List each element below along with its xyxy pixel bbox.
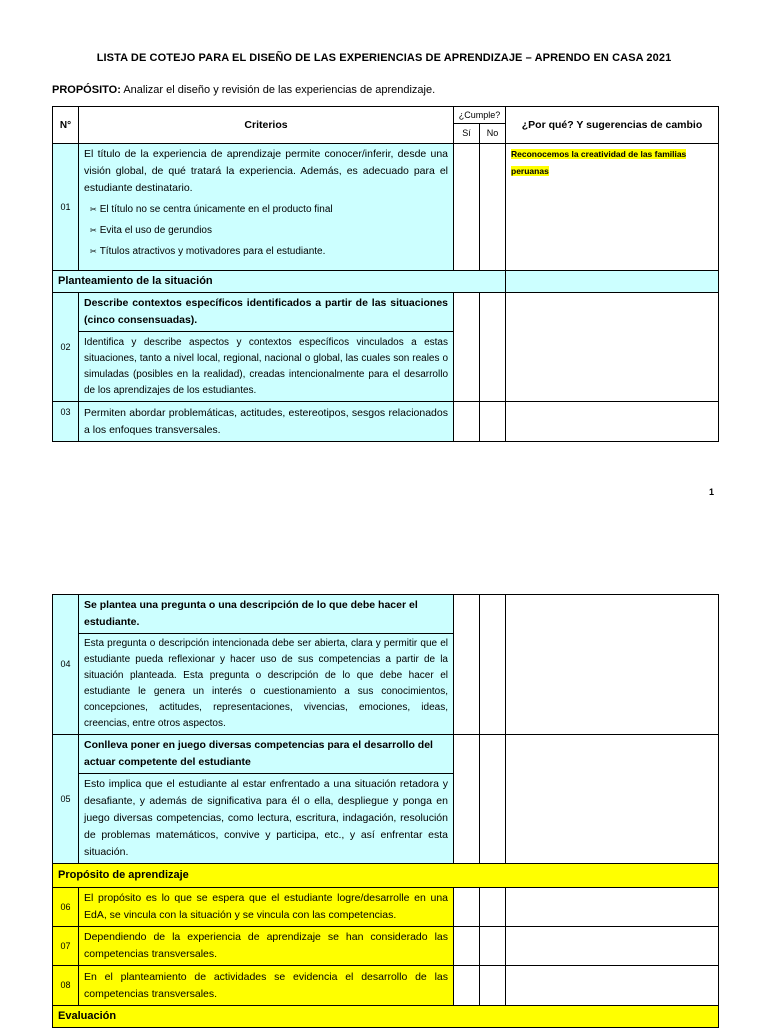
row-number: 02 bbox=[53, 293, 79, 402]
check-no[interactable] bbox=[480, 595, 506, 735]
section-title: Propósito de aprendizaje bbox=[53, 864, 719, 888]
criterion-text: En el planteamiento de actividades se evidencia el desarrollo de las competencias transversales. bbox=[79, 966, 454, 1006]
criterion-heading: Conlleva poner en juego diversas competencias para el desarrollo del actuar competente del estudiante bbox=[79, 735, 454, 774]
page-number: 1 bbox=[709, 487, 715, 497]
comment-cell[interactable] bbox=[506, 595, 719, 735]
table-row bbox=[53, 293, 719, 332]
document-title: LISTA DE COTEJO PARA EL DISEÑO DE LAS EXPERIENCIAS DE APRENDIZAJE – APRENDO EN CASA 2021 bbox=[96, 52, 672, 64]
criterion-text: El título de la experiencia de aprendizaje permite conocer/inferir, desde una visión global, de qué tratará la experiencia. Además, es adecuado para el estudiante destinatario. bbox=[84, 148, 448, 194]
row-number: 07 bbox=[53, 927, 79, 966]
header-si: Sí bbox=[454, 124, 480, 144]
check-si[interactable] bbox=[454, 735, 480, 864]
comment-cell[interactable] bbox=[506, 144, 719, 271]
comment-note: Reconocemos la creatividad de las familias peruanas bbox=[511, 149, 687, 176]
check-no[interactable] bbox=[480, 293, 506, 402]
check-no[interactable] bbox=[480, 888, 506, 927]
row-number: 05 bbox=[53, 735, 79, 864]
check-no[interactable] bbox=[480, 966, 506, 1006]
header-no: No bbox=[480, 124, 506, 144]
criterion-text: Identifica y describe aspectos y contextos específicos vinculados a estas situaciones, tanto a nivel local, regional, nacional o global, las cuales son reales o simuladas (posibles en la realidad), creadas intencionalmente para el desarrollo de los aprendizajes de los estudiantes. bbox=[79, 332, 454, 402]
section-title: Planteamiento de la situación bbox=[53, 271, 506, 293]
comment-cell[interactable] bbox=[506, 402, 719, 442]
purpose-text: Analizar el diseño y revisión de las experiencias de aprendizaje. bbox=[120, 84, 436, 96]
checklist-table-2 bbox=[52, 594, 719, 1028]
table-row bbox=[53, 966, 719, 1006]
check-si[interactable] bbox=[454, 888, 480, 927]
table-row bbox=[53, 402, 719, 442]
section-row bbox=[53, 271, 719, 293]
section-row bbox=[53, 1006, 719, 1028]
table-row bbox=[53, 144, 719, 271]
section-row bbox=[53, 864, 719, 888]
check-si[interactable] bbox=[454, 595, 480, 735]
header-cumple: ¿Cumple? bbox=[454, 107, 506, 124]
section-title: Evaluación bbox=[53, 1006, 719, 1028]
comment-cell[interactable] bbox=[506, 888, 719, 927]
table-row bbox=[53, 888, 719, 927]
criterion-text: Permiten abordar problemáticas, actitudes, estereotipos, sesgos relacionados a los enfoques transversales. bbox=[79, 402, 454, 442]
bullet-item: ✂ Títulos atractivos y motivadores para el estudiante. bbox=[90, 243, 448, 260]
row-number: 06 bbox=[53, 888, 79, 927]
criterion-heading: Describe contextos específicos identificados a partir de las situaciones (cinco consensuadas). bbox=[79, 293, 454, 332]
purpose-label: PROPÓSITO: bbox=[52, 84, 121, 96]
header-criteria: Criterios bbox=[79, 107, 454, 144]
check-si[interactable] bbox=[454, 402, 480, 442]
comment-cell[interactable] bbox=[506, 735, 719, 864]
table-row bbox=[53, 735, 719, 774]
scissors-icon: ✂ bbox=[90, 205, 97, 214]
bullet-item: ✂ El título no se centra únicamente en el producto final bbox=[90, 201, 448, 218]
comment-cell[interactable] bbox=[506, 293, 719, 402]
check-si[interactable] bbox=[454, 144, 480, 271]
check-si[interactable] bbox=[454, 927, 480, 966]
criterion-heading: Se plantea una pregunta o una descripción de lo que debe hacer el estudiante. bbox=[79, 595, 454, 634]
check-no[interactable] bbox=[480, 927, 506, 966]
checklist-table-1 bbox=[52, 106, 719, 442]
scissors-icon: ✂ bbox=[90, 226, 97, 235]
criterion-text: Dependiendo de la experiencia de aprendizaje se han considerado las competencias transversales. bbox=[79, 927, 454, 966]
row-number: 03 bbox=[53, 402, 79, 442]
criterion-cell bbox=[79, 144, 454, 271]
section-comment bbox=[506, 271, 719, 293]
criterion-text: El propósito es lo que se espera que el estudiante logre/desarrolle en una EdA, se vincula con la situación y se vincula con las competencias. bbox=[79, 888, 454, 927]
bullet-item: ✂ Evita el uso de gerundios bbox=[90, 222, 448, 239]
scissors-icon: ✂ bbox=[90, 247, 97, 256]
check-no[interactable] bbox=[480, 735, 506, 864]
criterion-text: Esto implica que el estudiante al estar enfrentado a una situación retadora y desafiante, y además de significativa para él o ella, despliegue y ponga en juego diversas competencias, como lectura, escritura, indagación, resolución de problemas matemáticos, convive y participa, etc., y así enfrentar esta situación. bbox=[79, 774, 454, 864]
header-why: ¿Por qué? Y sugerencias de cambio bbox=[506, 107, 719, 144]
row-number: 08 bbox=[53, 966, 79, 1006]
table-row bbox=[53, 595, 719, 634]
purpose-line bbox=[52, 84, 435, 96]
check-si[interactable] bbox=[454, 966, 480, 1006]
header-num: N° bbox=[53, 107, 79, 144]
row-number: 04 bbox=[53, 595, 79, 735]
row-number: 01 bbox=[53, 144, 79, 271]
criterion-text: Esta pregunta o descripción intencionada debe ser abierta, clara y permitir que el estudiante pueda reflexionar y hacer uso de sus competencias a partir de la situación planteada. Esta pregunta o descripción de lo que debe hacer el estudiante le genera un interés o cuestionamiento a sus conocimientos, concepciones, actitudes, representaciones, vivencias, emociones, ideas, creencias, entre otros aspectos. bbox=[79, 634, 454, 735]
table-row bbox=[53, 927, 719, 966]
check-no[interactable] bbox=[480, 402, 506, 442]
comment-cell[interactable] bbox=[506, 966, 719, 1006]
check-si[interactable] bbox=[454, 293, 480, 402]
comment-cell[interactable] bbox=[506, 927, 719, 966]
check-no[interactable] bbox=[480, 144, 506, 271]
